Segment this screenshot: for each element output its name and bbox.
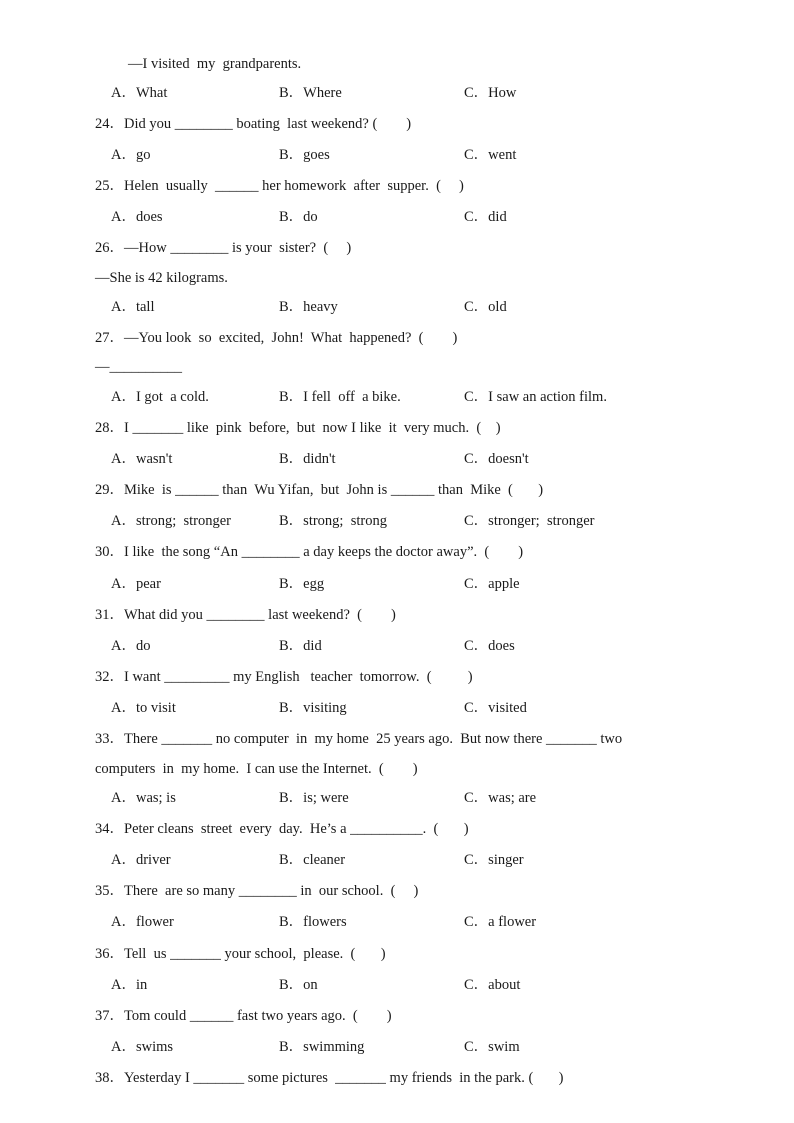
option-c: C．apple <box>464 576 520 592</box>
option-a: A．What <box>111 85 168 101</box>
option-a: A．in <box>111 977 148 993</box>
question-29: 29．Mike is ______ than Wu Yifan, but John is ______ than Mike ( ) <box>95 482 544 498</box>
option-c: C．a flower <box>464 914 537 930</box>
option-a: A．to visit <box>111 700 176 716</box>
question-33-continued: computers in my home. I can use the Internet. ( ) <box>95 761 418 777</box>
option-b: B．strong; strong <box>279 513 387 529</box>
option-a: A．do <box>111 638 151 654</box>
option-a: A．does <box>111 209 163 225</box>
option-c: C．How <box>464 85 517 101</box>
question-35: 35．There are so many ________ in our school. ( ) <box>95 883 419 899</box>
option-c: C．was; are <box>464 790 537 806</box>
option-b: B．swimming <box>279 1039 365 1055</box>
option-a: A．strong; stronger <box>111 513 232 529</box>
option-c: C．does <box>464 638 515 654</box>
question-32: 32．I want _________ my English teacher tomorrow. ( ) <box>95 669 473 685</box>
question-37: 37．Tom could ______ fast two years ago. ( ) <box>95 1008 392 1024</box>
option-b: B．cleaner <box>279 852 346 868</box>
option-a: A．flower <box>111 914 174 930</box>
option-a: A．pear <box>111 576 161 592</box>
question-33: 33．There _______ no computer in my home 25 years ago. But now there _______ two <box>95 731 623 747</box>
question-31: 31．What did you ________ last weekend? ( ) <box>95 607 396 623</box>
option-a: A．go <box>111 147 151 163</box>
option-b: B．is; were <box>279 790 349 806</box>
option-c: C．went <box>464 147 517 163</box>
question-36: 36．Tell us _______ your school, please. ( ) <box>95 946 386 962</box>
answer-line: —She is 42 kilograms. <box>95 270 228 286</box>
answer-line: —__________ <box>95 359 182 375</box>
question-26: 26．—How ________ is your sister? ( ) <box>95 240 352 256</box>
question-30: 30．I like the song “An ________ a day keeps the doctor away”. ( ) <box>95 544 524 560</box>
option-b: B．on <box>279 977 318 993</box>
option-c: C．old <box>464 299 507 315</box>
option-a: A．was; is <box>111 790 176 806</box>
option-c: C．doesn't <box>464 451 529 467</box>
option-b: B．flowers <box>279 914 347 930</box>
question-25: 25．Helen usually ______ her homework after supper. ( ) <box>95 178 464 194</box>
option-c: C．singer <box>464 852 524 868</box>
option-b: B．goes <box>279 147 330 163</box>
option-c: C．I saw an action film. <box>464 389 607 405</box>
option-a: A．tall <box>111 299 155 315</box>
option-c: C．did <box>464 209 507 225</box>
option-a: A．swims <box>111 1039 174 1055</box>
question-24: 24．Did you ________ boating last weekend? ( ) <box>95 116 412 132</box>
option-c: C．visited <box>464 700 527 716</box>
option-c: C．about <box>464 977 521 993</box>
question-34: 34．Peter cleans street every day. He’s a __________. ( ) <box>95 821 469 837</box>
option-a: A．I got a cold. <box>111 389 209 405</box>
option-b: B．visiting <box>279 700 347 716</box>
option-b: B．I fell off a bike. <box>279 389 401 405</box>
question-38: 38．Yesterday I _______ some pictures _______ my friends in the park. ( ) <box>95 1070 564 1086</box>
option-b: B．did <box>279 638 322 654</box>
option-c: C．stronger; stronger <box>464 513 595 529</box>
answer-line: —I visited my grandparents. <box>128 56 302 72</box>
question-27: 27．—You look so excited, John! What happened? ( ) <box>95 330 458 346</box>
option-b: B．do <box>279 209 318 225</box>
option-a: A．wasn't <box>111 451 173 467</box>
question-28: 28．I _______ like pink before, but now I like it very much. ( ) <box>95 420 501 436</box>
option-b: B．didn't <box>279 451 336 467</box>
option-a: A．driver <box>111 852 171 868</box>
option-b: B．Where <box>279 85 342 101</box>
option-c: C．swim <box>464 1039 520 1055</box>
option-b: B．egg <box>279 576 325 592</box>
option-b: B．heavy <box>279 299 338 315</box>
